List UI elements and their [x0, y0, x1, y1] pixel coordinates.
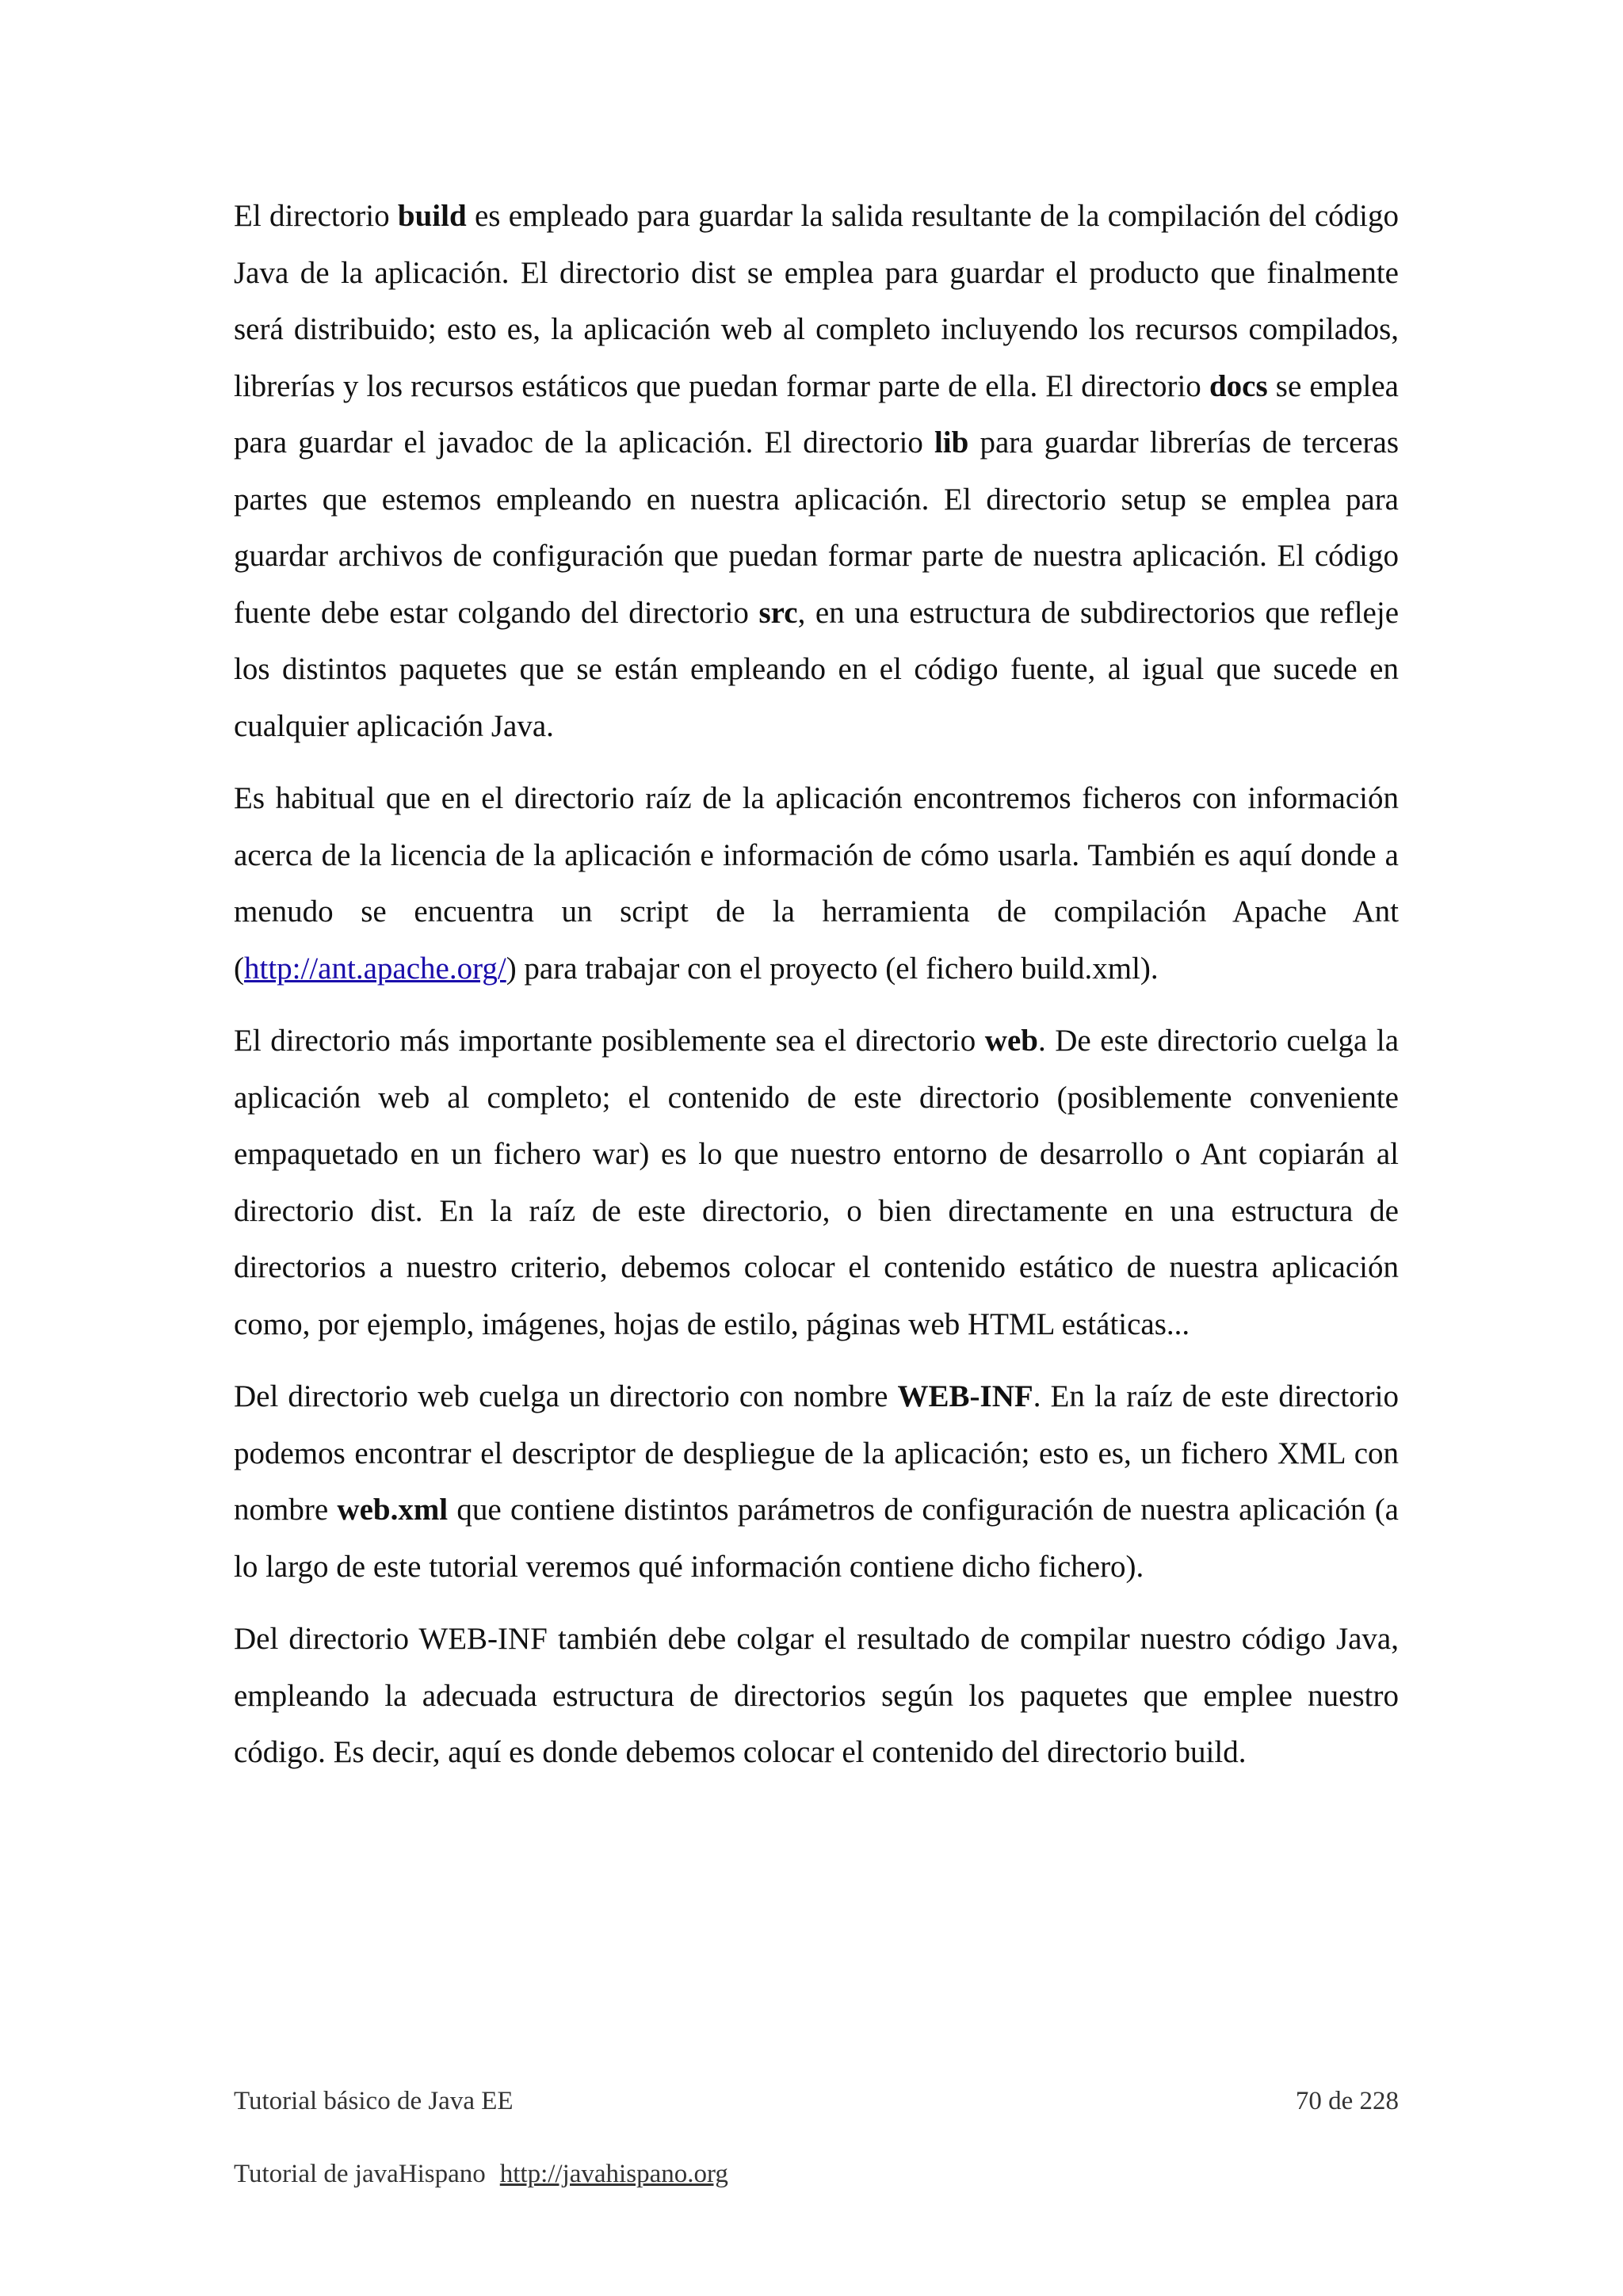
page-footer — [234, 2085, 1399, 2190]
text-run: es empleado para guardar la salida resultante de la compilación del código Java de la aplicación. El directorio dist se emplea para guardar el producto que finalmente será distribuido; esto es, la aplicación web al completo incluyendo los recursos compilados, librerías y los recursos estáticos que puedan formar parte de ella. El directorio — [234, 199, 1399, 403]
apache-ant-link[interactable]: http://ant.apache.org/ — [244, 951, 506, 986]
paragraph-1 — [234, 188, 1399, 754]
text-run: que contiene distintos parámetros de configuración de nuestra aplicación (a lo largo de este tutorial veremos qué información contiene dicho fichero). — [234, 1493, 1399, 1584]
text-run: ) para trabajar con el proyecto (el fichero build.xml). — [506, 951, 1159, 986]
bold-term-src: src — [758, 595, 798, 630]
paragraph-3 — [234, 1013, 1399, 1352]
page-number: 70 de 228 — [1295, 2087, 1399, 2115]
paragraph-2 — [234, 770, 1399, 997]
footer-credit: Tutorial de javaHispano — [234, 2160, 486, 2188]
footer-title: Tutorial básico de Java EE — [234, 2087, 514, 2115]
text-run: . De este directorio cuelga la aplicación web al completo; el contenido de este directorio (posiblemente conveniente empaquetado en un fichero war) es lo que nuestro entorno de desarrollo o Ant copiarán al directorio dist. En la raíz de este directorio, o bien directamente en una estructura de directorios a nuestro criterio, debemos colocar el contenido estático de nuestra aplicación como, por ejemplo, imágenes, hojas de estilo, páginas web HTML estáticas... — [234, 1024, 1400, 1341]
paragraph-4 — [234, 1368, 1399, 1595]
text-run: , en una estructura de subdirectorios que refleje los distintos paquetes que se están empleando en el código fuente, al igual que sucede en cualquier aplicación Java. — [234, 595, 1400, 743]
text-run: . En la raíz de este directorio podemos encontrar el descriptor de despliegue de la aplicación; esto es, un fichero XML con nombre — [234, 1379, 1399, 1527]
bold-term-web: web — [984, 1024, 1038, 1058]
bold-term-web-xml: web.xml — [337, 1493, 449, 1527]
bold-term-build: build — [397, 199, 467, 233]
text-run: se emplea para guardar el javadoc de la aplicación. El directorio — [234, 368, 1399, 460]
text-run: Es habitual que en el directorio raíz de la aplicación encontremos ficheros con información acerca de la licencia de la aplicación e información de cómo usarla. También es aquí donde a menudo se encuentra un script de la herramienta de compilación Apache Ant ( — [234, 781, 1399, 986]
text-run: El directorio más importante posiblemente sea el directorio — [234, 1024, 985, 1058]
footer-line-2 — [234, 2158, 1399, 2190]
paragraph-5 — [234, 1611, 1399, 1781]
footer-line-1 — [234, 2085, 1399, 2117]
text-run: Del directorio WEB-INF también debe colgar el resultado de compilar nuestro código Java, empleando la adecuada estructura de directorios según los paquetes que emplee nuestro código. Es decir, aquí es donde debemos colocar el contenido del directorio build. — [234, 1622, 1399, 1769]
body-text — [234, 188, 1399, 1797]
bold-term-web-inf: WEB-INF — [897, 1379, 1033, 1413]
text-run: El directorio — [234, 199, 398, 233]
text-run: para guardar librerías de terceras partes que estemos empleando en nuestra aplicación. El directorio setup se emplea para guardar archivos de configuración que puedan formar parte de nuestra aplicación. El código fuente debe estar colgando del directorio — [234, 425, 1399, 630]
text-run: Del directorio web cuelga un directorio con nombre — [234, 1379, 898, 1413]
bold-term-lib: lib — [934, 425, 969, 460]
bold-term-docs: docs — [1209, 368, 1268, 403]
javahispano-link[interactable]: http://javahispano.org — [499, 2160, 728, 2188]
